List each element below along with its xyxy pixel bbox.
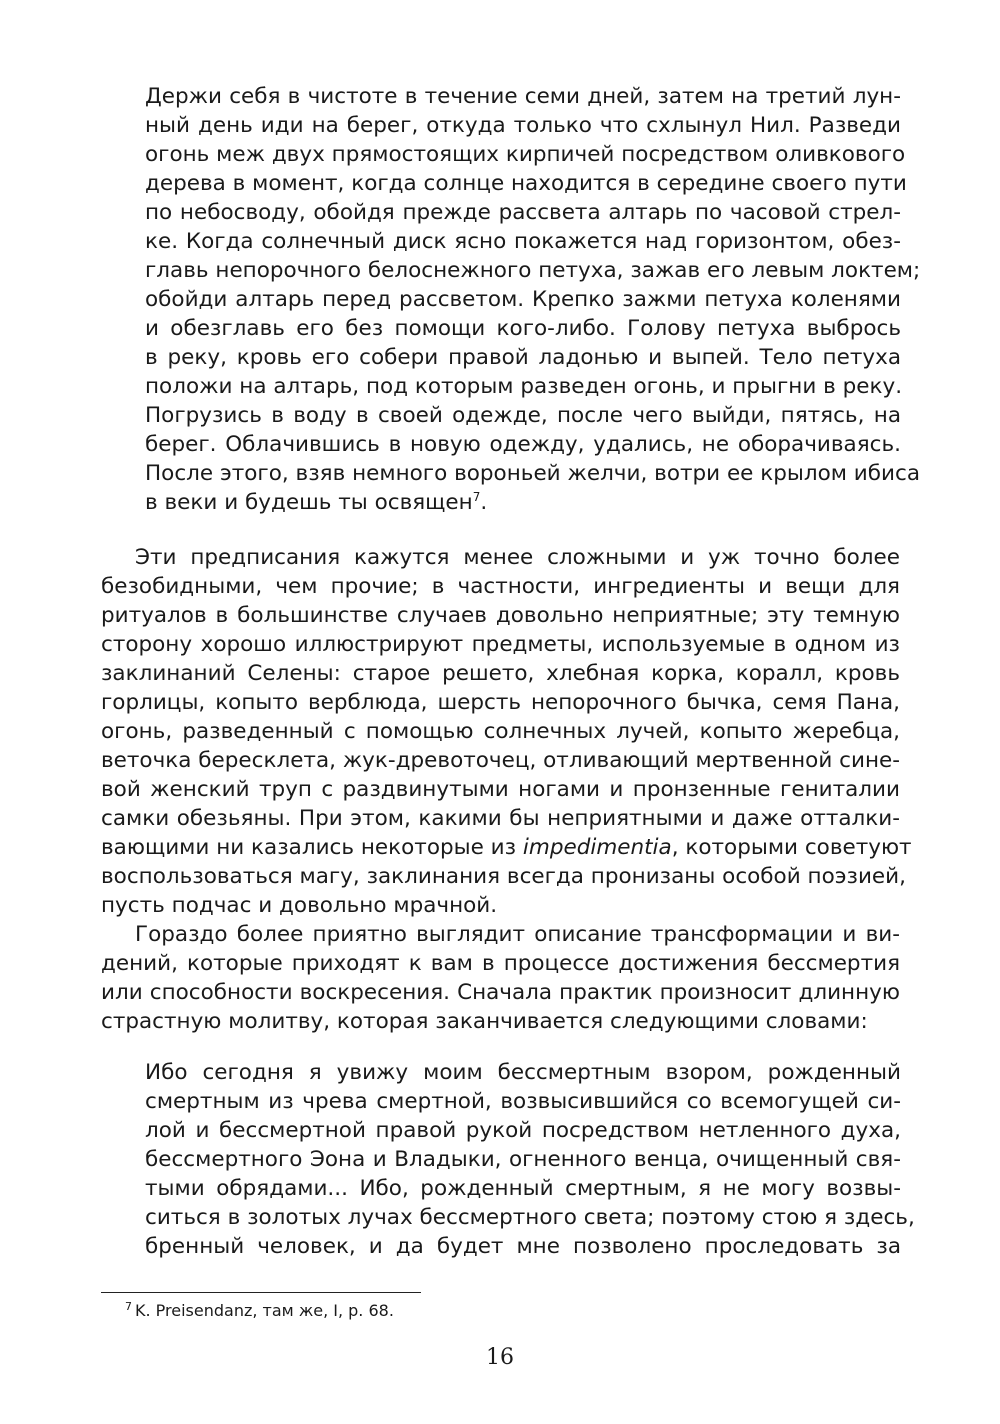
body-line-segment: , которыми советуют: [671, 835, 912, 860]
quote2-line: тыми обрядами... Ибо, рожденный смертным, я не могу возвы-: [145, 1176, 901, 1201]
quote1-line: берег. Облачившись в новую одежду, удались, не оборачиваясь.: [145, 432, 901, 457]
quote1-line: главь непорочного белоснежного петуха, зажав его левым локтем;: [145, 258, 921, 283]
quote1-line: ке. Когда солнечный диск ясно покажется над горизонтом, обез-: [145, 229, 901, 254]
body-line: безобидными, чем прочие; в частности, ингредиенты и вещи для: [101, 574, 900, 599]
quote2-line: бренный человек, и да будет мне позволено проследовать за: [145, 1234, 901, 1259]
body-line: горлицы, копыто верблюда, шерсть непорочного бычка, семя Пана,: [101, 690, 900, 715]
body-line: вой женский труп с раздвинутыми ногами и пронзенные гениталии: [101, 777, 900, 802]
quote2-line: Ибо сегодня я увижу моим бессмертным взором, рожденный: [145, 1060, 901, 1085]
body-line: веточка бересклета, жук-древоточец, отливающий мертвенной сине-: [101, 748, 900, 773]
quote1-line: ный день иди на берег, откуда только что схлынул Нил. Разведи: [145, 113, 901, 138]
quote1-last-line-end: .: [480, 490, 488, 515]
footnote-mark: 7: [125, 1299, 132, 1313]
quote1-line: Держи себя в чистоте в течение семи дней, затем на третий лун-: [145, 84, 901, 109]
quote2-line: бессмертного Эона и Владыки, огненного венца, очищенный свя-: [145, 1147, 901, 1172]
quote1-line: в реку, кровь его собери правой ладонью и выпей. Тело петуха: [145, 345, 901, 370]
quote1-line: и обезглавь его без помощи кого-либо. Голову петуха выбрось: [145, 316, 901, 341]
quote1-line: по небосводу, обойдя прежде рассвета алтарь по часовой стрел-: [145, 200, 901, 225]
body-line: дений, которые приходят к вам в процессе достижения бессмертия: [101, 951, 900, 976]
quote1-line: обойди алтарь перед рассветом. Крепко зажми петуха коленями: [145, 287, 901, 312]
quote1-last-line: [145, 488, 901, 517]
quote2-line: смертным из чрева смертной, возвысившийся со всемогущей си-: [145, 1089, 901, 1114]
quote1-line: После этого, взяв немного вороньей желчи, вотри ее крылом ибиса: [145, 461, 921, 486]
footnote-text: K. Preisendanz, там же, I, p. 68.: [135, 1301, 394, 1320]
footnote: [125, 1300, 394, 1322]
quote1-line: огонь меж двух прямостоящих кирпичей посредством оливкового: [145, 142, 906, 167]
body-line: ритуалов в большинстве случаев довольно неприятные; эту темную: [101, 603, 900, 628]
body-line-with-italic: [101, 833, 912, 862]
italic-term: impedimentia: [522, 835, 672, 860]
body-line: воспользоваться магу, заклинания всегда пронизаны особой поэзией,: [101, 864, 906, 889]
body-line: Эти предписания кажутся менее сложными и уж точно более: [135, 545, 900, 570]
body-line: Гораздо более приятно выглядит описание трансформации и ви-: [135, 922, 900, 947]
body-line: сторону хорошо иллюстрируют предметы, используемые в одном из: [101, 632, 900, 657]
page-number: 16: [486, 1345, 514, 1370]
body-line-segment: вающими ни казались некоторые из: [101, 835, 523, 860]
quote2-line: лой и бессмертной правой рукой посредством нетленного духа,: [145, 1118, 901, 1143]
quote1-line: дерева в момент, когда солнце находится в середине своего пути: [145, 171, 907, 196]
body-line: или способности воскресения. Сначала практик произносит длинную: [101, 980, 900, 1005]
footnote-separator: [101, 1292, 421, 1293]
body-line: самки обезьяны. При этом, какими бы неприятными и даже отталки-: [101, 806, 900, 831]
quote1-line: Погрузись в воду в своей одежде, после чего выйди, пятясь, на: [145, 403, 901, 428]
body-line: страстную молитву, которая заканчивается следующими словами:: [101, 1009, 868, 1034]
quote2-line: ситься в золотых лучах бессмертного света; поэтому стою я здесь,: [145, 1205, 915, 1230]
body-line: пусть подчас и довольно мрачной.: [101, 893, 498, 918]
footnote-reference[interactable]: 7: [472, 489, 481, 504]
quote1-last-line-text: в веки и будешь ты освящен: [145, 490, 473, 515]
quote1-line: положи на алтарь, под которым разведен огонь, и прыгни в реку.: [145, 374, 903, 399]
body-line: огонь, разведенный с помощью солнечных лучей, копыто жеребца,: [101, 719, 900, 744]
body-line: заклинаний Селены: старое решето, хлебная корка, коралл, кровь: [101, 661, 900, 686]
